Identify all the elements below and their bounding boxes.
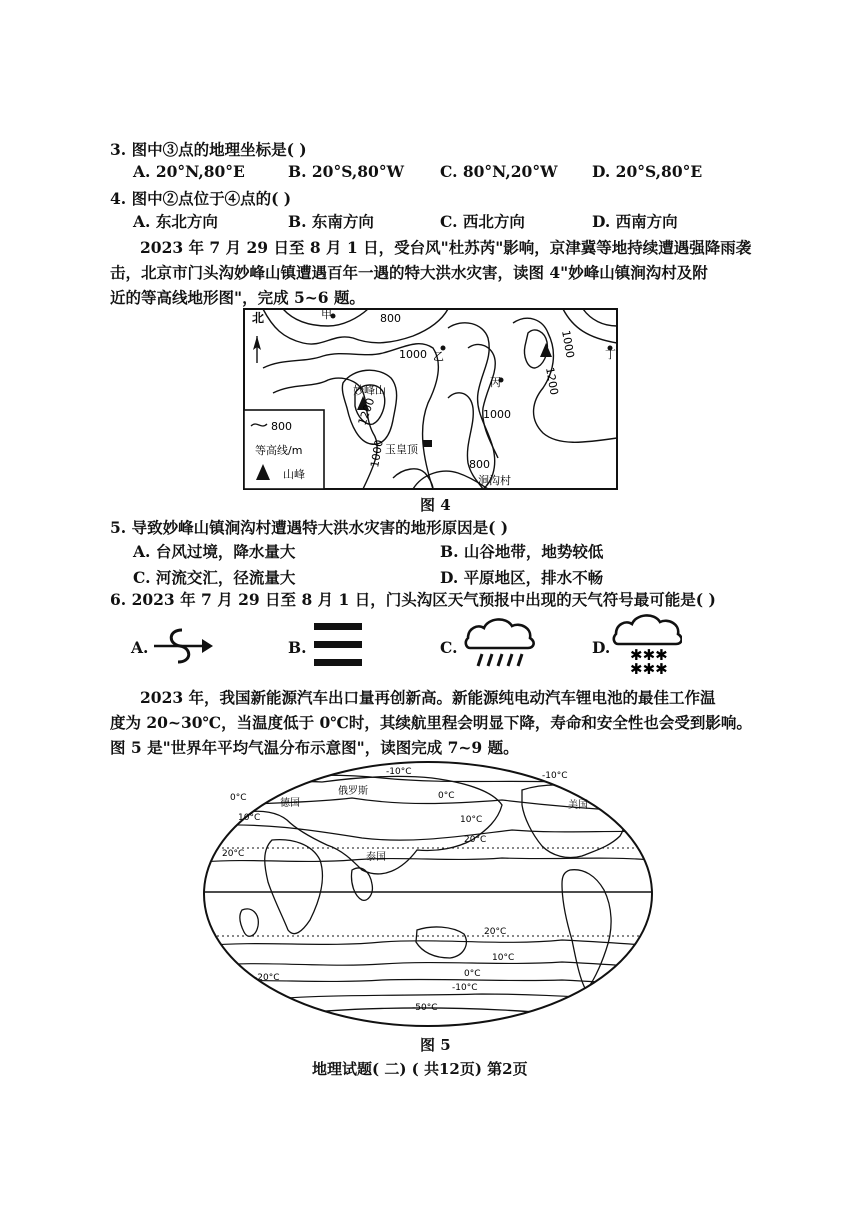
intro2-line-3: 图 5 是"世界年平均气温分布示意图"，读图完成 7~9 题。 <box>110 738 519 757</box>
legend-contour-label: 等高线/m <box>255 444 303 457</box>
north-label: 北 <box>252 311 265 325</box>
isotherm-label: -20°C <box>254 973 280 983</box>
village-icon <box>423 440 432 447</box>
q4-option-b: B. 东南方向 <box>288 212 374 231</box>
isotherm-label: 20°C <box>464 835 487 845</box>
q5-option-c: C. 河流交汇，径流量大 <box>133 568 296 587</box>
page-footer: 地理试题( 二) ( 共12页) 第2页 <box>312 1060 528 1078</box>
q5-option-a: A. 台风过境，降水量大 <box>133 542 296 561</box>
peak-name-label: 妙峰山 <box>353 384 386 397</box>
isotherm-label: 10°C <box>238 813 261 823</box>
rain-icon <box>462 614 538 670</box>
q4-stem: 4. 图中②点位于④点的( ) <box>110 189 292 208</box>
legend-contour-value: 800 <box>271 420 292 433</box>
isotherm-label: -10°C <box>542 771 568 781</box>
isotherm-label: 10°C <box>460 815 483 825</box>
q5-stem: 5. 导致妙峰山镇涧沟村遭遇特大洪水灾害的地形原因是( ) <box>110 518 509 537</box>
isotherm-label: 0°C <box>464 969 481 979</box>
isotherm-label: 0°C <box>230 793 247 803</box>
q3-option-c: C. 80°N,20°W <box>440 162 558 181</box>
figure-5-caption: 图 5 <box>420 1036 451 1054</box>
q3-option-b: B. 20°S,80°W <box>288 162 404 181</box>
label-ding: 丁 <box>605 348 616 361</box>
intro1-line-1: 2023 年 7 月 29 日至 8 月 1 日，受台风"杜苏芮"影响，京津冀等地持续遭遇强降雨袭 <box>140 238 752 257</box>
label-jia: 甲 <box>321 308 332 321</box>
svg-text:✱✱✱: ✱✱✱ <box>630 646 668 664</box>
intro2-line-1: 2023 年，我国新能源汽车出口量再创新高。新能源纯电动汽车锂电池的最佳工作温 <box>140 688 716 707</box>
intro1-line-2: 击，北京市门头沟妙峰山镇遭遇百年一遇的特大洪水灾害，读图 4"妙峰山镇涧沟村及附 <box>110 263 708 282</box>
q6-stem: 6. 2023 年 7 月 29 日至 8 月 1 日，门头沟区天气预报中出现的天气符号最可能是( ) <box>110 590 716 609</box>
q4-option-d: D. 西南方向 <box>592 212 678 231</box>
typhoon-icon <box>150 622 214 670</box>
isotherm-label: 20°C <box>222 849 245 859</box>
country-label-usa: 美国 <box>568 800 588 811</box>
contour-label-1200-peak: 1200 <box>355 396 378 428</box>
q3-option-a: A. 20°N,80°E <box>133 162 245 181</box>
contour-label-1200-right: 1200 <box>543 366 561 397</box>
label-bing: 丙 <box>490 376 501 389</box>
svg-text:✱✱✱: ✱✱✱ <box>630 660 668 674</box>
isotherm-label: 10°C <box>492 953 515 963</box>
contour-label-1000-a: 1000 <box>399 348 427 361</box>
fog-icon <box>314 621 364 669</box>
contour-label-1000-b: 1000 <box>483 408 511 421</box>
snow-icon <box>610 612 682 674</box>
country-label-thailand: 泰国 <box>366 852 386 863</box>
contour-label-1000-right: 1000 <box>559 329 577 360</box>
label-yi: 乙 <box>433 350 444 363</box>
world-temperature-map-figure-5 <box>202 760 654 1032</box>
map-legend <box>244 410 324 489</box>
legend-peak-label: 山峰 <box>283 468 305 481</box>
isotherm-label: 20°C <box>484 927 507 937</box>
isotherm-label: 0°C <box>438 791 455 801</box>
contour-label-800-bottom: 800 <box>469 458 490 471</box>
q3-stem: 3. 图中③点的地理坐标是( ) <box>110 140 307 159</box>
figure-4-caption: 图 4 <box>420 496 451 514</box>
country-label-russia: 俄罗斯 <box>338 786 368 797</box>
contour-map-figure-4 <box>243 308 618 490</box>
q3-option-d: D. 20°S,80°E <box>592 162 703 181</box>
q6-option-c: C. <box>440 638 458 657</box>
contour-label-1000-c: 1000 <box>368 438 386 469</box>
q5-option-d: D. 平原地区，排水不畅 <box>440 568 604 587</box>
q6-option-d: D. <box>592 638 611 657</box>
isotherm-label: -50°C <box>412 1003 438 1013</box>
q5-option-b: B. 山谷地带，地势较低 <box>440 542 604 561</box>
village-label-jiangoucun: 涧沟村 <box>478 474 511 487</box>
isotherm-label: -10°C <box>452 983 478 993</box>
q6-option-b: B. <box>288 638 307 657</box>
contour-label-800-top: 800 <box>380 312 401 325</box>
intro1-line-3: 近的等高线地形图"，完成 5~6 题。 <box>110 288 365 307</box>
q6-option-a: A. <box>131 638 149 657</box>
isotherm-label: -10°C <box>386 767 412 777</box>
q4-option-a: A. 东北方向 <box>133 212 218 231</box>
village-label-yuhuangding: 玉皇顶 <box>385 443 418 456</box>
q4-option-c: C. 西北方向 <box>440 212 525 231</box>
country-label-germany: 德国 <box>280 798 300 809</box>
intro2-line-2: 度为 20~30℃，当温度低于 0℃时，其续航里程会明显下降，寿命和安全性也会受到影响。 <box>110 713 752 732</box>
